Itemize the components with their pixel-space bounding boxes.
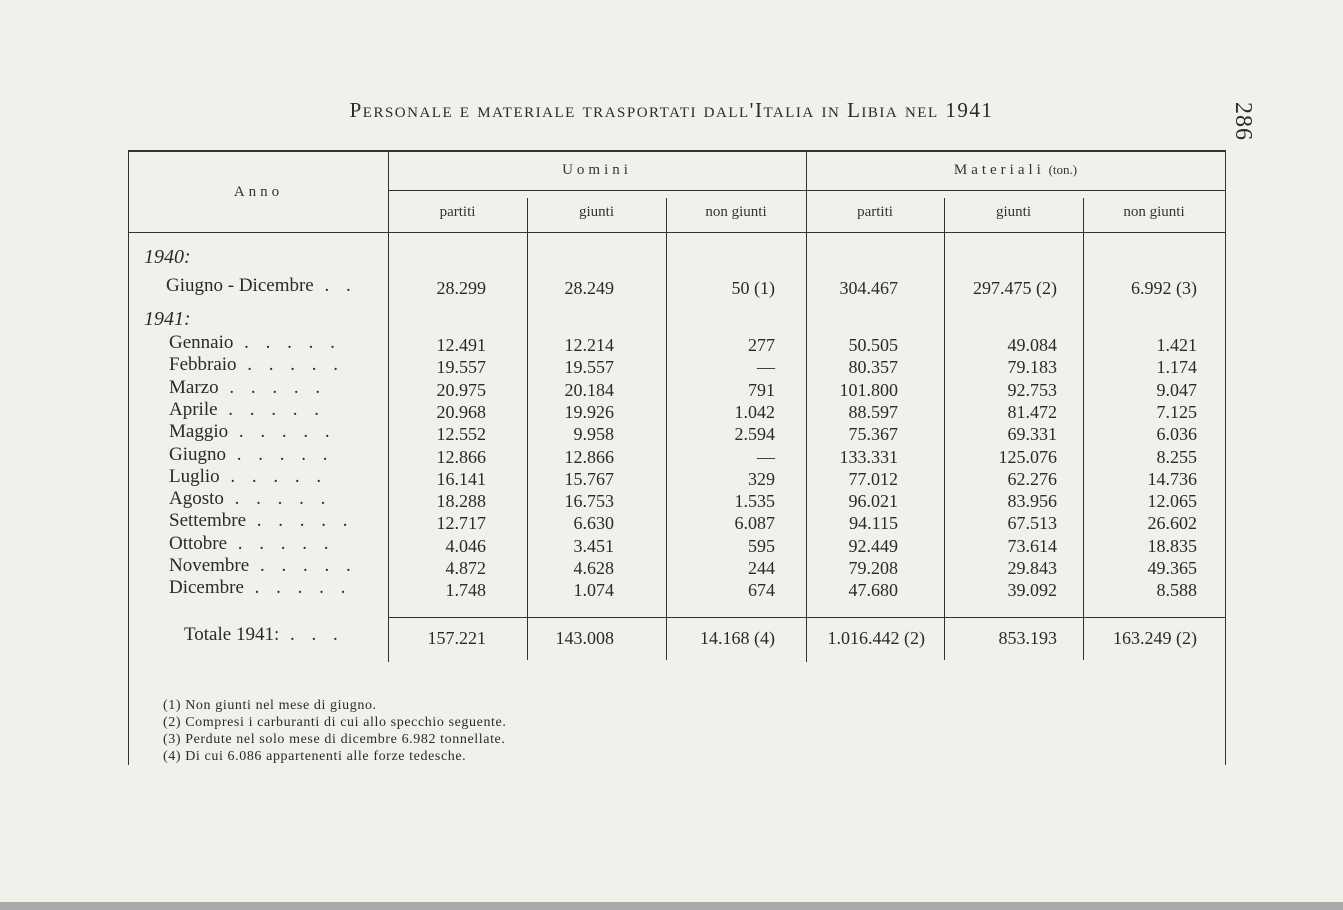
month-label: Gennaio . . . . . [169,332,341,353]
header-uomini-non-giunti: non giunti [705,204,767,220]
table-cell: 96.021 [848,491,898,511]
total-cell: 157.221 [427,628,486,648]
table-cell: 69.331 [1007,424,1057,444]
table-cell: 18.835 [1147,536,1197,556]
footnote: (3) Perdute nel solo mese di dicembre 6.982 tonnellate. [163,732,506,747]
month-label: Ottobre . . . . . [169,533,335,554]
month-label: Settembre . . . . . [169,510,354,531]
header-uomini-giunti: giunti [578,204,614,220]
footnotes [163,697,506,765]
table-cell: 49.365 [1147,558,1197,578]
table-cell: 73.614 [1007,536,1057,556]
row-label-text: Giugno - Dicembre [166,275,314,296]
table-cell: 125.076 [998,447,1057,467]
table-cell: 1.535 [734,491,775,511]
month-label: Febbraio . . . . . [169,354,345,375]
header-materiali-partiti: partiti [857,204,893,220]
table-cell: 12.214 [564,335,614,355]
table-cell: 1.174 [1156,357,1197,377]
table-cell: 12.491 [436,335,486,355]
month-label: Maggio . . . . . [169,421,336,442]
total-cell: 1.016.442 (2) [827,628,925,648]
col-divider [1083,198,1084,660]
table-cell: 8.255 [1156,447,1197,467]
month-label-text: Gennaio [169,332,234,353]
table-cell: — [757,357,775,377]
table-cell: 39.092 [1007,580,1057,600]
table-cell: 83.956 [1007,491,1057,511]
month-label-text: Luglio [169,466,220,487]
header-materiali-unit: (ton.) [1048,162,1078,177]
table-cell: 6.992 (3) [1131,278,1197,298]
col-divider [666,198,667,660]
table-cell: 595 [748,536,775,556]
table-cell: 88.597 [848,402,898,422]
table-cell: 1.074 [573,580,614,600]
month-label-text: Marzo [169,377,219,398]
header-uomini-partiti: partiti [439,204,476,220]
col-divider [388,152,389,662]
table-cell: 12.717 [436,513,486,533]
table-cell: 19.557 [436,357,486,377]
table-cell: 6.630 [573,513,614,533]
table-cell: 12.866 [564,447,614,467]
month-label: Aprile . . . . . [169,399,326,420]
table-cell: 49.084 [1007,335,1057,355]
header-bottom-rule [129,232,1225,233]
row-label: Giugno - Dicembre . . [166,275,357,296]
table-cell: 244 [748,558,775,578]
table-cell: 9.047 [1156,380,1197,400]
table-cell: 19.926 [564,402,614,422]
table-cell: 81.472 [1007,402,1057,422]
table-cell: 3.451 [573,536,614,556]
total-cell: 14.168 (4) [700,628,775,648]
scan-edge [0,902,1343,910]
month-label-text: Aprile [169,399,218,420]
table-cell: 80.357 [848,357,898,377]
table-cell: 8.588 [1156,580,1197,600]
table-cell: 26.602 [1147,513,1197,533]
table-cell: 79.183 [1007,357,1057,377]
table-cell: 14.736 [1147,469,1197,489]
total-cell: 163.249 (2) [1113,628,1197,648]
table-cell: 101.800 [839,380,898,400]
table-cell: 29.843 [1007,558,1057,578]
footnote: (1) Non giunti nel mese di giugno. [163,698,377,713]
table-cell: 77.012 [848,469,898,489]
table-cell: 2.594 [734,424,775,444]
table-cell: 28.249 [564,278,614,298]
top-rule [129,150,1225,152]
table-cell: 7.125 [1156,402,1197,422]
table-cell: 15.767 [564,469,614,489]
table-cell: 9.958 [573,424,614,444]
table-cell: 791 [748,380,775,400]
month-label-text: Giugno [169,444,226,465]
table-cell: 6.036 [1156,424,1197,444]
table-cell: 1.042 [734,402,775,422]
table-cell: 92.753 [1007,380,1057,400]
table-cell: 133.331 [839,447,898,467]
month-label-text: Settembre [169,510,247,531]
table-cell: 62.276 [1007,469,1057,489]
year-1941: 1941: [144,308,191,330]
table-cell: 1.748 [445,580,486,600]
page-number: 286 [1230,102,1256,141]
table-cell: 674 [748,580,775,600]
header-materiali-label: Materiali [953,162,1045,178]
header-materiali-giunti: giunti [995,204,1031,220]
table-cell: 4.872 [445,558,486,578]
table-cell: 16.141 [436,469,486,489]
table-cell: 304.467 [839,278,898,298]
header-anno: Anno [233,184,284,200]
table-cell: 6.087 [734,513,775,533]
month-label: Dicembre . . . . . [169,577,352,598]
table-cell: 79.208 [848,558,898,578]
table-cell: 277 [748,335,775,355]
table-cell: 16.753 [564,491,614,511]
table-cell: 329 [748,469,775,489]
month-label: Giugno . . . . . [169,444,334,465]
table-cell: 12.866 [436,447,486,467]
table-cell: 67.513 [1007,513,1057,533]
total-label: Totale 1941: . . . [184,624,344,645]
table-cell: 20.975 [436,380,486,400]
table-cell: 1.421 [1156,335,1197,355]
header-uomini: Uomini [562,162,632,178]
table-cell: 12.065 [1147,491,1197,511]
month-label-text: Novembre [169,555,250,576]
table-cell: 20.184 [564,380,614,400]
table-cell: — [757,447,775,467]
month-label: Marzo . . . . . [169,377,327,398]
data-table [128,150,1226,765]
table-cell: 92.449 [848,536,898,556]
table-cell: 47.680 [848,580,898,600]
table-cell: 19.557 [564,357,614,377]
month-label: Agosto . . . . . [169,488,332,509]
month-label-text: Febbraio [169,354,237,375]
table-cell: 4.046 [445,536,486,556]
footnote: (2) Compresi i carburanti di cui allo specchio seguente. [163,715,507,730]
footnote: (4) Di cui 6.086 appartenenti alle forze tedesche. [163,749,467,764]
total-cell: 143.008 [555,628,614,648]
col-divider [527,198,528,660]
col-divider [806,152,807,662]
table-cell: 20.968 [436,402,486,422]
month-label-text: Dicembre [169,577,244,598]
table-cell: 94.115 [849,513,898,533]
table-cell: 50 (1) [731,278,775,298]
col-divider [944,198,945,660]
month-label-text: Maggio [169,421,229,442]
table-cell: 297.475 (2) [973,278,1057,298]
year-1940: 1940: [144,246,191,268]
table-cell: 75.367 [848,424,898,444]
total-label-text: Totale 1941: [184,624,280,645]
month-label: Novembre . . . . . [169,555,357,576]
month-label: Luglio . . . . . [169,466,328,487]
month-label-text: Agosto [169,488,224,509]
month-label-text: Ottobre [169,533,228,554]
table-cell: 12.552 [436,424,486,444]
header-materiali-non-giunti: non giunti [1123,204,1185,220]
header-materiali [806,162,1225,179]
table-cell: 28.299 [436,278,486,298]
table-cell: 4.628 [573,558,614,578]
total-cell: 853.193 [998,628,1057,648]
table-cell: 50.505 [848,335,898,355]
table-title: Personale e materiale trasportati dall'Italia in Libia nel 1941 [349,98,994,122]
table-cell: 18.288 [436,491,486,511]
